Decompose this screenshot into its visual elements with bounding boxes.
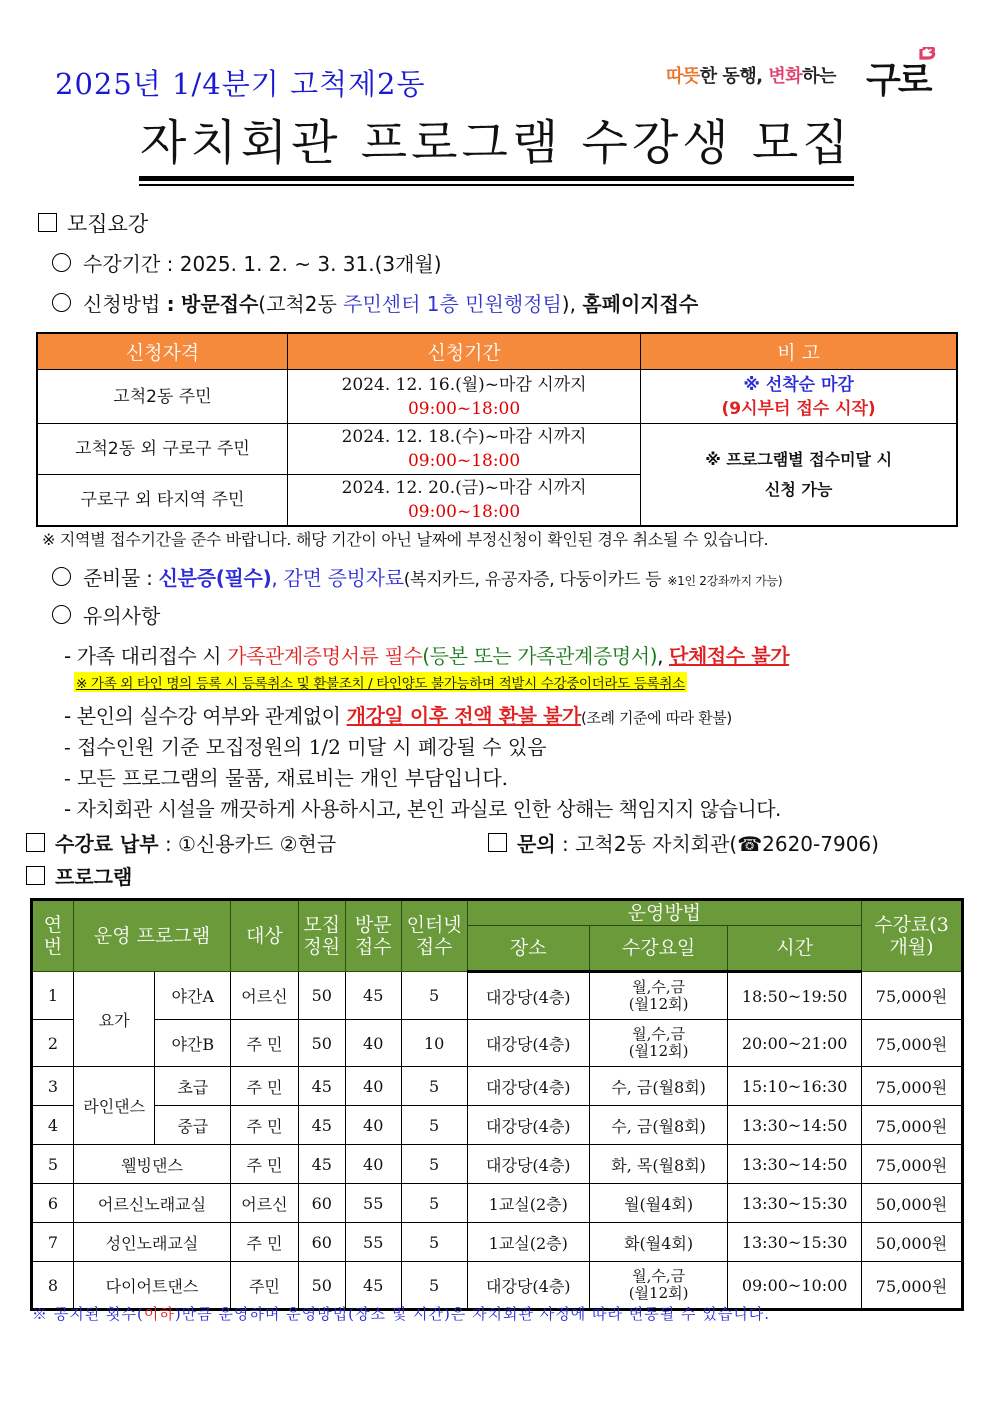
internet-count: 5 bbox=[401, 1184, 467, 1223]
circle-bullet-icon bbox=[52, 567, 71, 586]
target: 주 민 bbox=[231, 1145, 299, 1184]
prepare-detail: (복지카드, 유공자증, 다둥이카드 등 bbox=[403, 570, 662, 590]
checkbox-square-icon bbox=[26, 866, 45, 885]
program-name: 어르신노래교실 bbox=[73, 1184, 230, 1223]
remarks-cell bbox=[641, 424, 957, 527]
time-text: 09:00~18:00 bbox=[407, 502, 521, 522]
program-table bbox=[30, 898, 964, 1311]
col-header-fee: 수강료(3개월) bbox=[862, 900, 963, 972]
col-header-program: 운영 프로그램 bbox=[73, 900, 230, 972]
days: 월,수,금 (월12회) bbox=[589, 1262, 727, 1310]
note-highlight-warning: ※ 가족 외 타인 명의 등록 시 등록취소 및 환불조치 / 타인양도 불가능하며 적발시 수강중이더라도 등록취소 bbox=[74, 672, 687, 692]
colon: : bbox=[166, 292, 175, 316]
col-header-remarks: 비 고 bbox=[641, 333, 957, 370]
time-text: 09:00~18:00 bbox=[407, 398, 521, 419]
col-header-time: 시간 bbox=[728, 926, 862, 972]
checkbox-square-icon bbox=[488, 833, 507, 852]
date-text: 2024. 12. 18.(수)~마감 시까지 bbox=[341, 427, 587, 447]
target: 주 민 bbox=[231, 1223, 299, 1262]
program-footnote bbox=[32, 1303, 770, 1324]
payment-line bbox=[26, 828, 336, 857]
checkbox-square-icon bbox=[26, 833, 45, 852]
time: 13:30~14:50 bbox=[728, 1106, 862, 1145]
col-header-days: 수강요일 bbox=[589, 926, 727, 972]
days: 수, 금(월8회) bbox=[589, 1106, 727, 1145]
capacity: 45 bbox=[298, 1067, 345, 1106]
note-cancel: - 접수인원 기준 모집정원의 1/2 미달 시 폐강될 수 있음 bbox=[64, 735, 547, 759]
table-row bbox=[37, 424, 957, 475]
fee: 50,000원 bbox=[862, 1223, 963, 1262]
col-header-eligibility: 신청자격 bbox=[37, 333, 287, 370]
method-visit: 방문접수 bbox=[181, 292, 259, 316]
days: 월(월4회) bbox=[589, 1184, 727, 1223]
target: 주 민 bbox=[231, 1067, 299, 1106]
remark-start-time: (9시부터 접수 시작) bbox=[721, 398, 876, 419]
guro-logo: 구로 bbox=[866, 60, 930, 101]
col-header-method: 운영방법 bbox=[467, 900, 861, 926]
program-sub: 야간A bbox=[155, 972, 231, 1020]
method-paren: (고척2동 bbox=[258, 292, 344, 316]
note-refund-detail: (조례 기준에 따라 환불) bbox=[580, 709, 732, 727]
note-family-proxy bbox=[64, 640, 789, 669]
days: 수, 금(월8회) bbox=[589, 1067, 727, 1106]
fee: 75,000원 bbox=[862, 1020, 963, 1067]
program-name: 웰빙댄스 bbox=[73, 1145, 230, 1184]
colon: : bbox=[146, 566, 153, 590]
col-header-visit: 방문접수 bbox=[345, 900, 401, 972]
internet-count: 5 bbox=[401, 1145, 467, 1184]
col-header-no: 연번 bbox=[32, 900, 74, 972]
payment-label: 수강료 납부 bbox=[55, 832, 159, 856]
target: 주 민 bbox=[231, 1106, 299, 1145]
page-subtitle: 2025년 1/4분기 고척제2동 bbox=[55, 67, 426, 101]
capacity: 50 bbox=[298, 972, 345, 1020]
time: 13:30~15:30 bbox=[728, 1184, 862, 1223]
program-sub: 중급 bbox=[155, 1106, 231, 1145]
period-cell bbox=[287, 370, 640, 424]
row-no: 5 bbox=[32, 1145, 74, 1184]
note-no-refund: 개강일 이후 전액 환불 불가 bbox=[346, 704, 581, 728]
footnote-text: ※ 공지된 횟수( bbox=[32, 1305, 144, 1323]
footnote-text: )만큼 운영하며 운영방법(장소 및 시간)은 자치회관 사정에 따라 변동될 수 있습니다. bbox=[174, 1305, 771, 1323]
fee: 50,000원 bbox=[862, 1184, 963, 1223]
note-refund bbox=[64, 700, 732, 729]
period-value: : 2025. 1. 2. ~ 3. 31.(3개월) bbox=[166, 252, 442, 276]
target: 어르신 bbox=[231, 972, 299, 1020]
place: 대강당(4층) bbox=[467, 1145, 589, 1184]
slogan-part: 하는 bbox=[802, 66, 836, 87]
capacity: 60 bbox=[298, 1184, 345, 1223]
program-name: 다이어트댄스 bbox=[73, 1262, 230, 1310]
target: 주민 bbox=[231, 1262, 299, 1310]
eligibility-cell: 고척2동 외 구로구 주민 bbox=[37, 424, 287, 475]
internet-count: 10 bbox=[401, 1020, 467, 1067]
visit-count: 40 bbox=[345, 1145, 401, 1184]
slogan-part-warm: 따뜻 bbox=[666, 66, 700, 87]
program-group-line-dance: 라인댄스 bbox=[73, 1067, 155, 1145]
apply-table-footnote: ※ 지역별 접수기간을 준수 바랍니다. 해당 기간이 아닌 날짜에 부정신청이 확인된 경우 취소될 수 있습니다. bbox=[42, 530, 769, 549]
contact-label: 문의 bbox=[517, 832, 556, 856]
place: 1교실(2층) bbox=[467, 1223, 589, 1262]
row-no: 8 bbox=[32, 1262, 74, 1310]
note-required: 가족관계증명서류 필수 bbox=[227, 644, 423, 668]
col-header-place: 장소 bbox=[467, 926, 589, 972]
contact-line bbox=[488, 828, 879, 857]
gu-slogan bbox=[666, 62, 836, 88]
place: 1교실(2층) bbox=[467, 1184, 589, 1223]
time: 13:30~15:30 bbox=[728, 1223, 862, 1262]
heading-text: 모집요강 bbox=[67, 212, 149, 236]
title-underline bbox=[139, 176, 854, 181]
note-text: - 본인의 실수강 여부와 관계없이 bbox=[64, 704, 347, 728]
slogan-part-change: 변화 bbox=[768, 66, 803, 87]
fee: 75,000원 bbox=[862, 972, 963, 1020]
days: 화, 목(월8회) bbox=[589, 1145, 727, 1184]
time: 18:50~19:50 bbox=[728, 972, 862, 1020]
prepare-limit: ※1인 2강좌까지 가능) bbox=[667, 574, 783, 588]
period-cell bbox=[287, 424, 640, 475]
remark-undersubscribed: ※ 프로그램별 접수미달 시 bbox=[705, 449, 893, 469]
date-text: 2024. 12. 20.(금)~마감 시까지 bbox=[341, 478, 587, 498]
checkbox-square-icon bbox=[38, 213, 57, 232]
period-label: 수강기간 bbox=[83, 252, 161, 276]
row-no: 7 bbox=[32, 1223, 74, 1262]
section-heading-program bbox=[26, 861, 132, 890]
period-cell bbox=[287, 475, 640, 527]
separator: , bbox=[657, 644, 670, 668]
eligibility-cell: 구로구 외 타지역 주민 bbox=[37, 475, 287, 527]
program-name: 성인노래교실 bbox=[73, 1223, 230, 1262]
footnote-below: 이하 bbox=[143, 1305, 175, 1323]
note-no-group: 단체접수 불가 bbox=[669, 644, 790, 668]
place: 대강당(4층) bbox=[467, 972, 589, 1020]
section-heading-recruit bbox=[38, 208, 148, 238]
table-row bbox=[32, 1020, 963, 1067]
notes-heading bbox=[52, 600, 160, 629]
table-row bbox=[32, 1067, 963, 1106]
program-sub: 초급 bbox=[155, 1067, 231, 1106]
visit-count: 55 bbox=[345, 1184, 401, 1223]
payment-value: : ①신용카드 ②현금 bbox=[164, 832, 337, 856]
remark-first-come: ※ 선착순 마감 bbox=[743, 374, 854, 395]
days: 월,수,금 (월12회) bbox=[589, 1020, 727, 1067]
table-row bbox=[32, 972, 963, 1020]
visit-count: 45 bbox=[345, 1262, 401, 1310]
visit-count: 40 bbox=[345, 1106, 401, 1145]
fee: 75,000원 bbox=[862, 1067, 963, 1106]
time: 13:30~14:50 bbox=[728, 1145, 862, 1184]
method-place: 주민센터 1층 민원행정팀 bbox=[343, 292, 562, 316]
time: 09:00~10:00 bbox=[728, 1262, 862, 1310]
visit-count: 40 bbox=[345, 1020, 401, 1067]
place: 대강당(4층) bbox=[467, 1106, 589, 1145]
days: 월,수,금 (월12회) bbox=[589, 972, 727, 1020]
separator: , bbox=[271, 566, 284, 590]
col-header-capacity: 모집정원 bbox=[298, 900, 345, 972]
method-web: 홈페이지접수 bbox=[582, 292, 699, 316]
visit-count: 40 bbox=[345, 1067, 401, 1106]
target: 어르신 bbox=[231, 1184, 299, 1223]
row-no: 6 bbox=[32, 1184, 74, 1223]
prepare-line bbox=[52, 562, 782, 591]
row-no: 3 bbox=[32, 1067, 74, 1106]
fee: 75,000원 bbox=[862, 1145, 963, 1184]
circle-bullet-icon bbox=[52, 253, 71, 272]
eligibility-cell: 고척2동 주민 bbox=[37, 370, 287, 424]
table-row bbox=[37, 370, 957, 424]
time: 20:00~21:00 bbox=[728, 1020, 862, 1067]
heart-icon bbox=[918, 47, 938, 63]
circle-bullet-icon bbox=[52, 293, 71, 312]
circle-bullet-icon bbox=[52, 605, 71, 624]
table-row bbox=[32, 1223, 963, 1262]
place: 대강당(4층) bbox=[467, 1067, 589, 1106]
place: 대강당(4층) bbox=[467, 1262, 589, 1310]
days: 화(월4회) bbox=[589, 1223, 727, 1262]
note-materials: - 모든 프로그램의 물품, 재료비는 개인 부담입니다. bbox=[64, 766, 509, 790]
prepare-label: 준비물 bbox=[83, 566, 141, 590]
internet-count: 5 bbox=[401, 1262, 467, 1310]
slogan-part: 한 동행, bbox=[699, 66, 769, 87]
prepare-discount: 감면 증빙자료 bbox=[283, 566, 404, 590]
application-period-table bbox=[36, 332, 958, 527]
period-line bbox=[52, 248, 442, 277]
prepare-id: 신분증(필수) bbox=[158, 566, 272, 590]
time-text: 09:00~18:00 bbox=[407, 451, 521, 471]
row-no: 4 bbox=[32, 1106, 74, 1145]
table-row bbox=[32, 1145, 963, 1184]
note-text: - 가족 대리접수 시 bbox=[64, 644, 228, 668]
col-header-target: 대상 bbox=[231, 900, 299, 972]
time: 15:10~16:30 bbox=[728, 1067, 862, 1106]
heading-text: 프로그램 bbox=[55, 865, 133, 889]
capacity: 60 bbox=[298, 1223, 345, 1262]
internet-count: 5 bbox=[401, 1223, 467, 1262]
title-underline bbox=[139, 184, 854, 186]
remarks-cell bbox=[641, 370, 957, 424]
contact-value: : 고척2동 자치회관(☎2620-7906) bbox=[562, 832, 879, 856]
program-sub: 야간B bbox=[155, 1020, 231, 1067]
program-group-yoga: 요가 bbox=[73, 972, 155, 1067]
capacity: 50 bbox=[298, 1020, 345, 1067]
internet-count: 5 bbox=[401, 1106, 467, 1145]
visit-count: 55 bbox=[345, 1223, 401, 1262]
col-header-internet: 인터넷접수 bbox=[401, 900, 467, 972]
capacity: 45 bbox=[298, 1145, 345, 1184]
method-line bbox=[52, 288, 698, 317]
fee: 75,000원 bbox=[862, 1262, 963, 1310]
remark-available: 신청 가능 bbox=[764, 479, 833, 499]
row-no: 2 bbox=[32, 1020, 74, 1067]
visit-count: 45 bbox=[345, 972, 401, 1020]
table-row bbox=[32, 1106, 963, 1145]
note-docs: (등본 또는 가족관계증명서) bbox=[422, 644, 658, 668]
fee: 75,000원 bbox=[862, 1106, 963, 1145]
date-text: 2024. 12. 16.(월)~마감 시까지 bbox=[341, 374, 587, 395]
internet-count: 5 bbox=[401, 972, 467, 1020]
notes-heading-text: 유의사항 bbox=[83, 604, 161, 628]
internet-count: 5 bbox=[401, 1067, 467, 1106]
table-row bbox=[32, 1184, 963, 1223]
place: 대강당(4층) bbox=[467, 1020, 589, 1067]
capacity: 45 bbox=[298, 1106, 345, 1145]
capacity: 50 bbox=[298, 1262, 345, 1310]
target: 주 민 bbox=[231, 1020, 299, 1067]
note-facility: - 자치회관 시설을 깨끗하게 사용하시고, 본인 과실로 인한 상해는 책임지지 않습니다. bbox=[64, 797, 781, 821]
row-no: 1 bbox=[32, 972, 74, 1020]
method-label: 신청방법 bbox=[83, 292, 161, 316]
page-title: 자치회관 프로그램 수강생 모집 bbox=[140, 115, 853, 171]
method-paren: ), bbox=[561, 292, 583, 316]
col-header-period: 신청기간 bbox=[287, 333, 640, 370]
